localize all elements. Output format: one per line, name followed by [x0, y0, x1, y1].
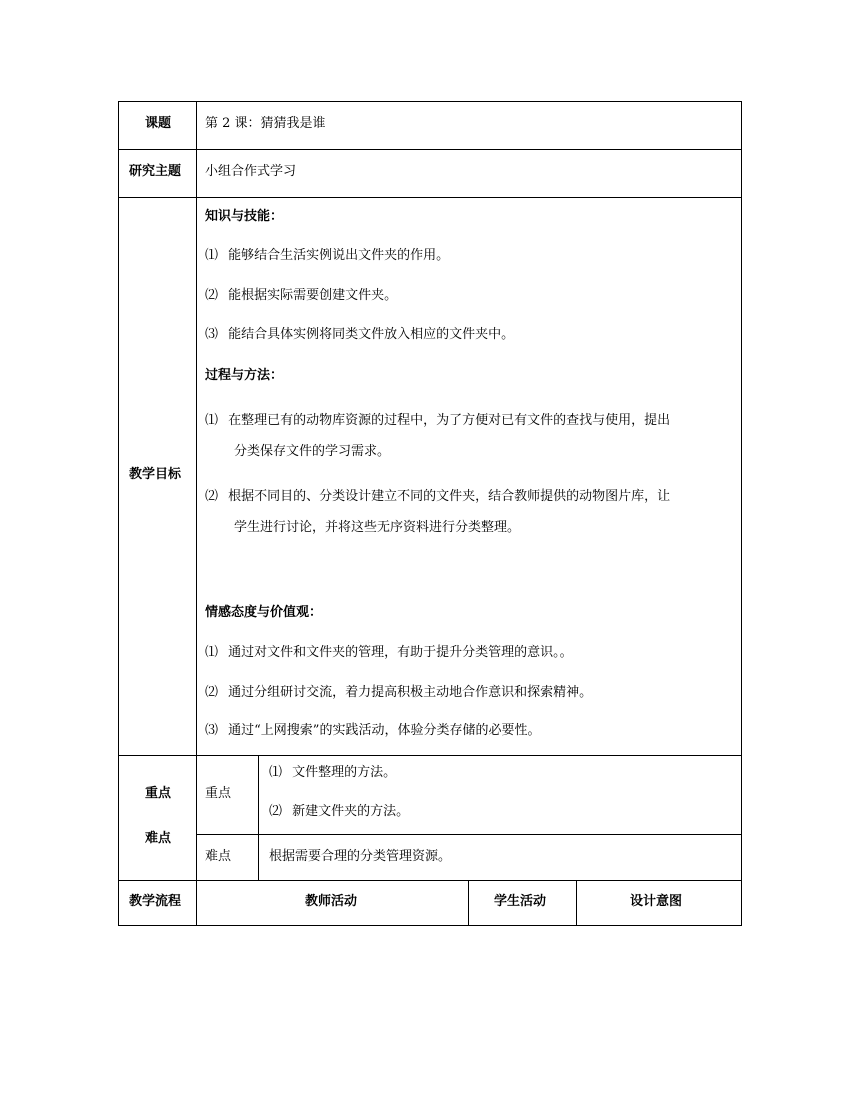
section-title-attitude: 情感态度与价值观： [205, 605, 323, 620]
research-label: 研究主题 [129, 164, 182, 179]
item-number: ⑴ [205, 645, 219, 660]
list-item [205, 685, 592, 701]
keypoint-label: 重点 [145, 786, 172, 801]
list-item [205, 327, 514, 343]
section-title-knowledge: 知识与技能： [205, 209, 284, 224]
item-number: ⑶ [205, 723, 219, 738]
item-text: 能根据实际需要创建文件夹。 [228, 288, 398, 303]
list-item [205, 288, 397, 304]
research-value: 小组合作式学习 [205, 164, 297, 179]
item-text: 文件整理的方法。 [292, 765, 397, 780]
column-header-student: 学生活动 [494, 894, 547, 909]
list-item [205, 248, 449, 264]
column-divider [468, 880, 469, 926]
column-divider [196, 101, 197, 926]
item-number: ⑴ [269, 765, 283, 780]
item-text: 通过分组研讨交流，着力提高积极主动地合作意识和探索精神。 [228, 685, 593, 700]
list-item [205, 723, 540, 739]
list-item [205, 413, 670, 429]
table-border-right [741, 101, 742, 926]
table-border-bottom [118, 925, 742, 926]
list-item [269, 804, 409, 820]
column-header-intent: 设计意图 [630, 894, 683, 909]
topic-value: 第 2 课：猜猜我是谁 [205, 116, 326, 131]
goals-label: 教学目标 [129, 467, 182, 482]
item-number: ⑶ [205, 327, 219, 342]
row-divider [118, 197, 742, 198]
item-text: 在整理已有的动物库资源的过程中，为了方便对已有文件的查找与使用，提出 [228, 413, 671, 428]
item-text: 能结合具体实例将同类文件放入相应的文件夹中。 [228, 327, 515, 342]
difficult-sublabel: 难点 [205, 849, 232, 864]
item-text: 根据不同目的、分类设计建立不同的文件夹，结合教师提供的动物图片库，让 [228, 489, 671, 504]
item-number: ⑵ [205, 489, 219, 504]
key-sublabel: 重点 [205, 786, 232, 801]
difficult-text: 根据需要合理的分类管理资源。 [269, 849, 452, 864]
row-divider [118, 755, 742, 756]
row-divider [118, 880, 742, 881]
item-text: 新建文件夹的方法。 [292, 804, 410, 819]
section-title-process: 过程与方法： [205, 368, 284, 383]
topic-label: 课题 [145, 116, 172, 131]
item-text: 能够结合生活实例说出文件夹的作用。 [228, 248, 450, 263]
item-text-continued: 分类保存文件的学习需求。 [234, 444, 391, 459]
column-divider [576, 880, 577, 926]
column-divider [258, 755, 259, 881]
table-border-left [118, 101, 119, 926]
item-text: 通过对文件和文件夹的管理，有助于提升分类管理的意识。。 [228, 645, 573, 660]
item-number: ⑴ [205, 413, 219, 428]
row-divider [118, 149, 742, 150]
difficulty-label: 难点 [145, 831, 172, 846]
list-item [269, 765, 396, 781]
list-item [205, 645, 573, 661]
item-text-continued: 学生进行讨论，并将这些无序资料进行分类整理。 [234, 520, 521, 535]
flow-label: 教学流程 [129, 894, 182, 909]
row-divider [196, 834, 742, 835]
column-header-teacher: 教师活动 [305, 894, 358, 909]
list-item [205, 489, 670, 505]
item-number: ⑵ [205, 685, 219, 700]
item-text: 通过“上网搜索”的实践活动，体验分类存储的必要性。 [228, 723, 541, 738]
item-number: ⑵ [269, 804, 283, 819]
table-border-top [118, 101, 742, 102]
item-number: ⑴ [205, 248, 219, 263]
item-number: ⑵ [205, 288, 219, 303]
